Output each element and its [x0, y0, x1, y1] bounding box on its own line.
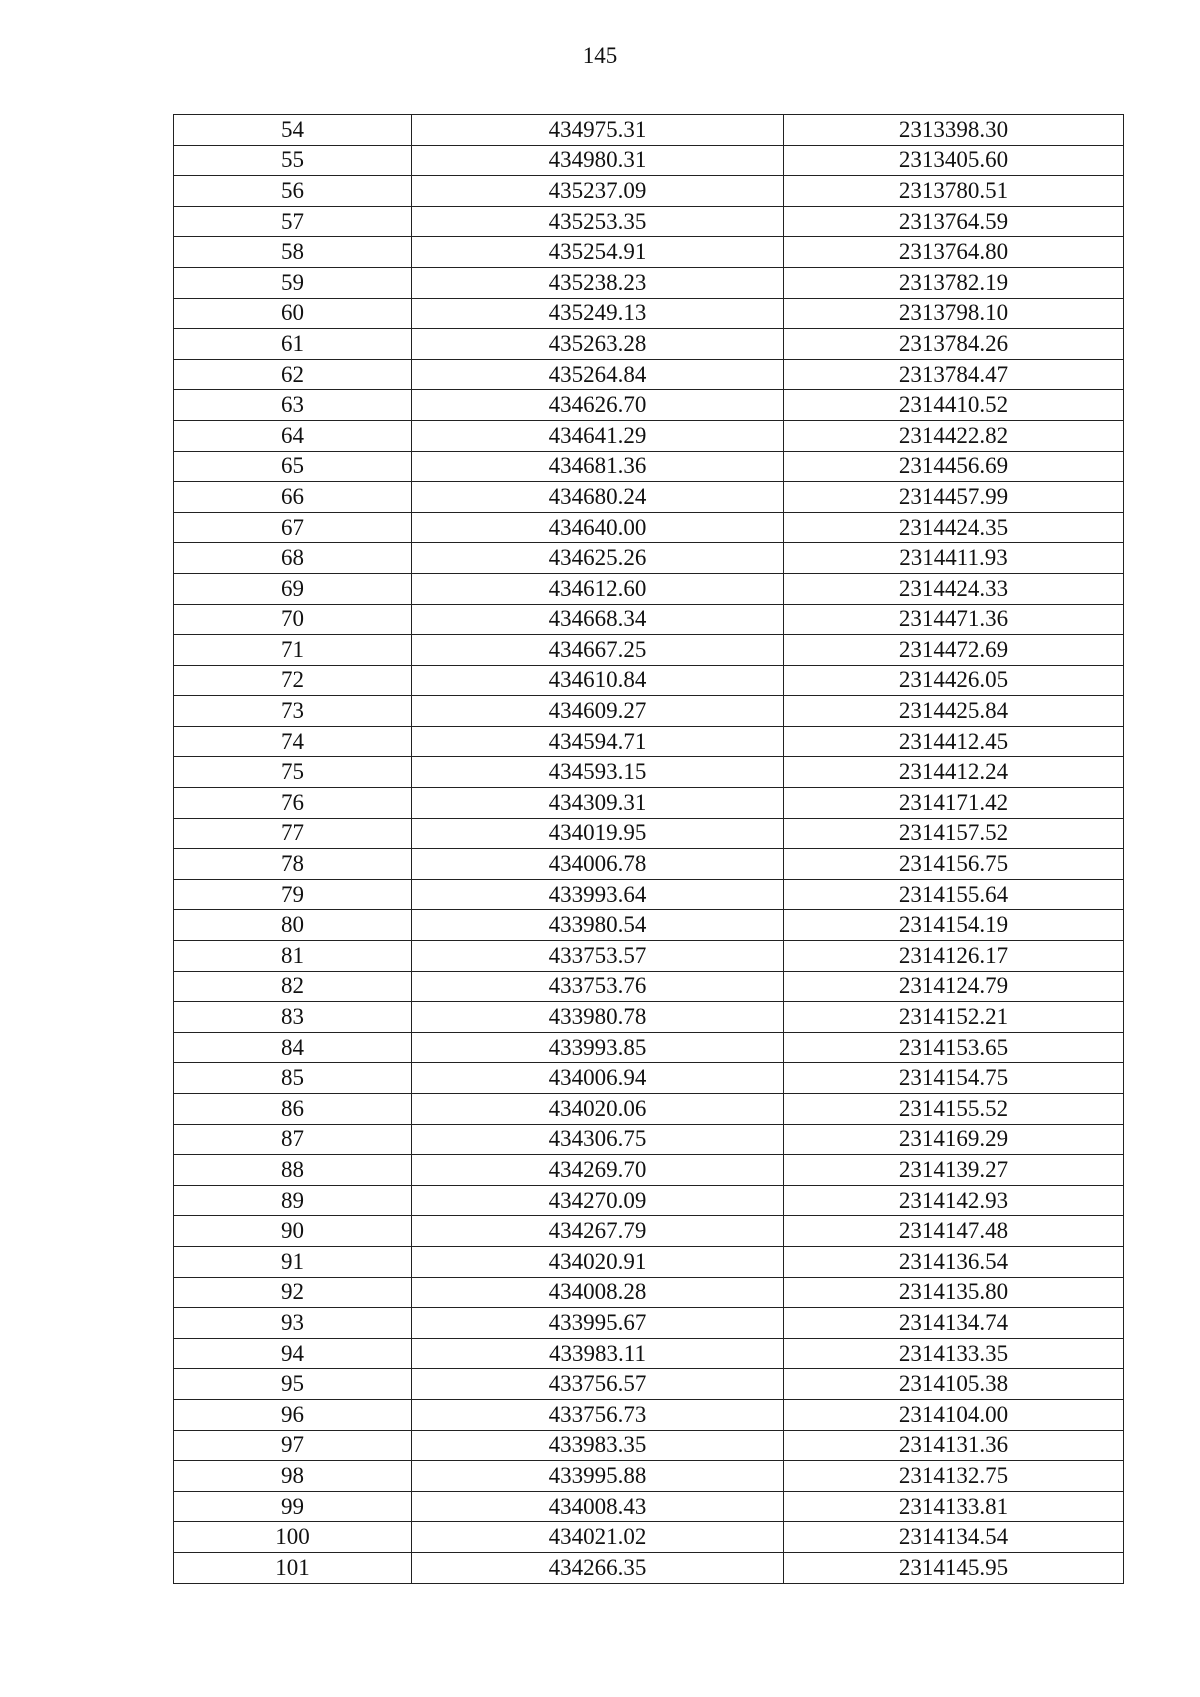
table-row [174, 359, 1124, 390]
table-row [174, 1063, 1124, 1094]
y-coordinate-cell: 2314410.52 [784, 390, 1124, 421]
point-number-cell: 88 [174, 1155, 412, 1186]
y-coordinate-cell: 2314142.93 [784, 1185, 1124, 1216]
table-row [174, 1338, 1124, 1369]
point-number-cell: 83 [174, 1002, 412, 1033]
table-row [174, 879, 1124, 910]
table-row [174, 941, 1124, 972]
x-coordinate-cell: 433995.88 [412, 1461, 784, 1492]
table-row [174, 1491, 1124, 1522]
point-number-cell: 77 [174, 818, 412, 849]
point-number-cell: 60 [174, 298, 412, 329]
point-number-cell: 94 [174, 1338, 412, 1369]
x-coordinate-cell: 433756.73 [412, 1399, 784, 1430]
x-coordinate-cell: 434008.43 [412, 1491, 784, 1522]
table-row [174, 1094, 1124, 1125]
table-row [174, 206, 1124, 237]
y-coordinate-cell: 2314472.69 [784, 635, 1124, 666]
point-number-cell: 84 [174, 1032, 412, 1063]
y-coordinate-cell: 2314424.35 [784, 512, 1124, 543]
point-number-cell: 89 [174, 1185, 412, 1216]
y-coordinate-cell: 2314411.93 [784, 543, 1124, 574]
x-coordinate-cell: 434626.70 [412, 390, 784, 421]
y-coordinate-cell: 2314457.99 [784, 482, 1124, 513]
coordinates-table [173, 114, 1124, 1584]
table-row [174, 1308, 1124, 1339]
point-number-cell: 70 [174, 604, 412, 635]
point-number-cell: 64 [174, 420, 412, 451]
y-coordinate-cell: 2313780.51 [784, 176, 1124, 207]
x-coordinate-cell: 434641.29 [412, 420, 784, 451]
point-number-cell: 62 [174, 359, 412, 390]
point-number-cell: 76 [174, 788, 412, 819]
table-row [174, 1522, 1124, 1553]
table-row [174, 1461, 1124, 1492]
point-number-cell: 100 [174, 1522, 412, 1553]
y-coordinate-cell: 2313784.47 [784, 359, 1124, 390]
point-number-cell: 82 [174, 971, 412, 1002]
y-coordinate-cell: 2314104.00 [784, 1399, 1124, 1430]
x-coordinate-cell: 435238.23 [412, 267, 784, 298]
y-coordinate-cell: 2314155.52 [784, 1094, 1124, 1125]
point-number-cell: 96 [174, 1399, 412, 1430]
table-row [174, 849, 1124, 880]
table-row [174, 1124, 1124, 1155]
y-coordinate-cell: 2314139.27 [784, 1155, 1124, 1186]
y-coordinate-cell: 2313784.26 [784, 329, 1124, 360]
x-coordinate-cell: 434681.36 [412, 451, 784, 482]
x-coordinate-cell: 433993.85 [412, 1032, 784, 1063]
y-coordinate-cell: 2314134.74 [784, 1308, 1124, 1339]
table-row [174, 1246, 1124, 1277]
point-number-cell: 58 [174, 237, 412, 268]
table-row [174, 696, 1124, 727]
x-coordinate-cell: 434640.00 [412, 512, 784, 543]
table-row [174, 512, 1124, 543]
page-number: 145 [582, 43, 618, 68]
point-number-cell: 99 [174, 1491, 412, 1522]
y-coordinate-cell: 2314136.54 [784, 1246, 1124, 1277]
table-row [174, 451, 1124, 482]
x-coordinate-cell: 434020.06 [412, 1094, 784, 1125]
point-number-cell: 90 [174, 1216, 412, 1247]
y-coordinate-cell: 2314152.21 [784, 1002, 1124, 1033]
point-number-cell: 59 [174, 267, 412, 298]
y-coordinate-cell: 2314134.54 [784, 1522, 1124, 1553]
y-coordinate-cell: 2314425.84 [784, 696, 1124, 727]
x-coordinate-cell: 435254.91 [412, 237, 784, 268]
table-row [174, 788, 1124, 819]
coordinates-table-body [174, 115, 1124, 1584]
x-coordinate-cell: 433995.67 [412, 1308, 784, 1339]
x-coordinate-cell: 435253.35 [412, 206, 784, 237]
y-coordinate-cell: 2314154.19 [784, 910, 1124, 941]
y-coordinate-cell: 2313764.59 [784, 206, 1124, 237]
y-coordinate-cell: 2314124.79 [784, 971, 1124, 1002]
x-coordinate-cell: 434667.25 [412, 635, 784, 666]
y-coordinate-cell: 2314156.75 [784, 849, 1124, 880]
y-coordinate-cell: 2314456.69 [784, 451, 1124, 482]
table-row [174, 1155, 1124, 1186]
y-coordinate-cell: 2314131.36 [784, 1430, 1124, 1461]
y-coordinate-cell: 2314422.82 [784, 420, 1124, 451]
point-number-cell: 72 [174, 665, 412, 696]
table-row [174, 1552, 1124, 1583]
x-coordinate-cell: 433756.57 [412, 1369, 784, 1400]
x-coordinate-cell: 433753.57 [412, 941, 784, 972]
x-coordinate-cell: 434625.26 [412, 543, 784, 574]
point-number-cell: 74 [174, 726, 412, 757]
point-number-cell: 65 [174, 451, 412, 482]
point-number-cell: 95 [174, 1369, 412, 1400]
x-coordinate-cell: 433753.76 [412, 971, 784, 1002]
y-coordinate-cell: 2313764.80 [784, 237, 1124, 268]
table-row [174, 543, 1124, 574]
point-number-cell: 87 [174, 1124, 412, 1155]
x-coordinate-cell: 434008.28 [412, 1277, 784, 1308]
point-number-cell: 73 [174, 696, 412, 727]
x-coordinate-cell: 434020.91 [412, 1246, 784, 1277]
x-coordinate-cell: 435263.28 [412, 329, 784, 360]
table-row [174, 635, 1124, 666]
point-number-cell: 56 [174, 176, 412, 207]
point-number-cell: 67 [174, 512, 412, 543]
x-coordinate-cell: 434266.35 [412, 1552, 784, 1583]
y-coordinate-cell: 2314424.33 [784, 573, 1124, 604]
x-coordinate-cell: 434269.70 [412, 1155, 784, 1186]
y-coordinate-cell: 2313798.10 [784, 298, 1124, 329]
point-number-cell: 91 [174, 1246, 412, 1277]
x-coordinate-cell: 433983.35 [412, 1430, 784, 1461]
table-row [174, 818, 1124, 849]
x-coordinate-cell: 434594.71 [412, 726, 784, 757]
y-coordinate-cell: 2314157.52 [784, 818, 1124, 849]
table-row [174, 420, 1124, 451]
y-coordinate-cell: 2314154.75 [784, 1063, 1124, 1094]
point-number-cell: 66 [174, 482, 412, 513]
point-number-cell: 80 [174, 910, 412, 941]
table-row [174, 1369, 1124, 1400]
x-coordinate-cell: 433993.64 [412, 879, 784, 910]
x-coordinate-cell: 433980.54 [412, 910, 784, 941]
table-row [174, 910, 1124, 941]
y-coordinate-cell: 2314126.17 [784, 941, 1124, 972]
table-row [174, 665, 1124, 696]
table-row [174, 604, 1124, 635]
point-number-cell: 79 [174, 879, 412, 910]
table-row [174, 390, 1124, 421]
point-number-cell: 97 [174, 1430, 412, 1461]
x-coordinate-cell: 434006.78 [412, 849, 784, 880]
point-number-cell: 81 [174, 941, 412, 972]
x-coordinate-cell: 434980.31 [412, 145, 784, 176]
table-row [174, 1430, 1124, 1461]
point-number-cell: 61 [174, 329, 412, 360]
table-row [174, 757, 1124, 788]
point-number-cell: 93 [174, 1308, 412, 1339]
point-number-cell: 68 [174, 543, 412, 574]
y-coordinate-cell: 2314135.80 [784, 1277, 1124, 1308]
x-coordinate-cell: 434019.95 [412, 818, 784, 849]
point-number-cell: 71 [174, 635, 412, 666]
table-row [174, 176, 1124, 207]
x-coordinate-cell: 434975.31 [412, 115, 784, 146]
x-coordinate-cell: 434309.31 [412, 788, 784, 819]
x-coordinate-cell: 434306.75 [412, 1124, 784, 1155]
y-coordinate-cell: 2314105.38 [784, 1369, 1124, 1400]
table-row [174, 1032, 1124, 1063]
y-coordinate-cell: 2313405.60 [784, 145, 1124, 176]
y-coordinate-cell: 2314412.45 [784, 726, 1124, 757]
x-coordinate-cell: 434021.02 [412, 1522, 784, 1553]
y-coordinate-cell: 2314132.75 [784, 1461, 1124, 1492]
point-number-cell: 78 [174, 849, 412, 880]
table-row [174, 482, 1124, 513]
point-number-cell: 85 [174, 1063, 412, 1094]
y-coordinate-cell: 2314133.81 [784, 1491, 1124, 1522]
x-coordinate-cell: 434680.24 [412, 482, 784, 513]
point-number-cell: 69 [174, 573, 412, 604]
x-coordinate-cell: 435237.09 [412, 176, 784, 207]
table-row [174, 237, 1124, 268]
x-coordinate-cell: 434668.34 [412, 604, 784, 635]
x-coordinate-cell: 434267.79 [412, 1216, 784, 1247]
x-coordinate-cell: 434270.09 [412, 1185, 784, 1216]
table-row [174, 145, 1124, 176]
point-number-cell: 63 [174, 390, 412, 421]
x-coordinate-cell: 434006.94 [412, 1063, 784, 1094]
table-row [174, 971, 1124, 1002]
y-coordinate-cell: 2314471.36 [784, 604, 1124, 635]
y-coordinate-cell: 2313398.30 [784, 115, 1124, 146]
x-coordinate-cell: 434593.15 [412, 757, 784, 788]
point-number-cell: 92 [174, 1277, 412, 1308]
point-number-cell: 54 [174, 115, 412, 146]
table-row [174, 1277, 1124, 1308]
x-coordinate-cell: 433980.78 [412, 1002, 784, 1033]
y-coordinate-cell: 2314145.95 [784, 1552, 1124, 1583]
y-coordinate-cell: 2314426.05 [784, 665, 1124, 696]
table-row [174, 726, 1124, 757]
table-row [174, 1002, 1124, 1033]
table-row [174, 1216, 1124, 1247]
point-number-cell: 86 [174, 1094, 412, 1125]
y-coordinate-cell: 2314169.29 [784, 1124, 1124, 1155]
point-number-cell: 55 [174, 145, 412, 176]
x-coordinate-cell: 435249.13 [412, 298, 784, 329]
point-number-cell: 98 [174, 1461, 412, 1492]
x-coordinate-cell: 433983.11 [412, 1338, 784, 1369]
table-row [174, 267, 1124, 298]
y-coordinate-cell: 2314153.65 [784, 1032, 1124, 1063]
x-coordinate-cell: 434609.27 [412, 696, 784, 727]
y-coordinate-cell: 2314171.42 [784, 788, 1124, 819]
x-coordinate-cell: 434610.84 [412, 665, 784, 696]
y-coordinate-cell: 2314133.35 [784, 1338, 1124, 1369]
table-row [174, 1185, 1124, 1216]
point-number-cell: 75 [174, 757, 412, 788]
x-coordinate-cell: 435264.84 [412, 359, 784, 390]
y-coordinate-cell: 2314155.64 [784, 879, 1124, 910]
x-coordinate-cell: 434612.60 [412, 573, 784, 604]
table-row [174, 1399, 1124, 1430]
y-coordinate-cell: 2314412.24 [784, 757, 1124, 788]
table-row [174, 573, 1124, 604]
table-row [174, 115, 1124, 146]
y-coordinate-cell: 2313782.19 [784, 267, 1124, 298]
point-number-cell: 57 [174, 206, 412, 237]
table-row [174, 298, 1124, 329]
table-row [174, 329, 1124, 360]
y-coordinate-cell: 2314147.48 [784, 1216, 1124, 1247]
point-number-cell: 101 [174, 1552, 412, 1583]
